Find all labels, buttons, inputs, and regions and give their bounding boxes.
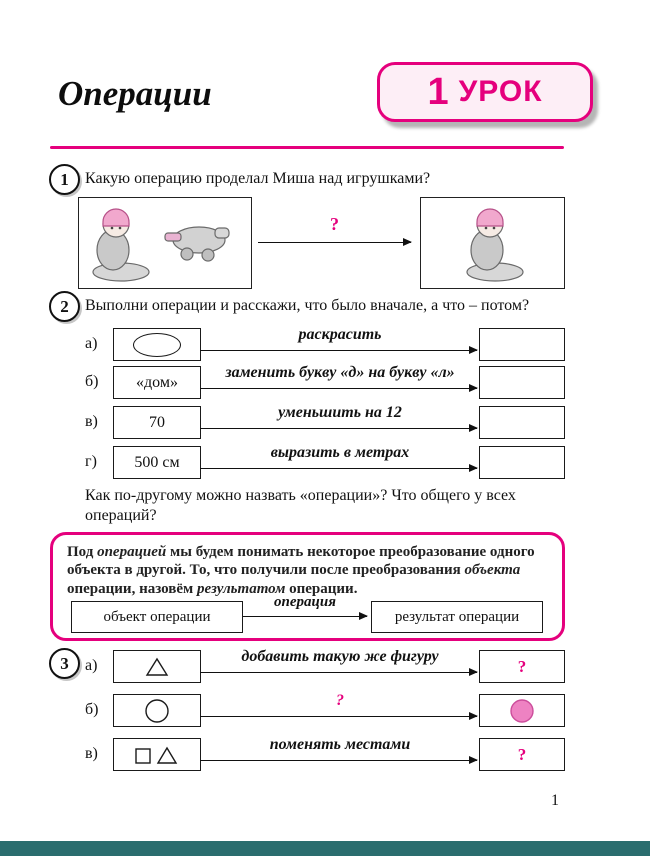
operation-label: ? (336, 692, 344, 709)
source-text: «дом» (136, 373, 178, 391)
lesson-label: УРОК (458, 75, 543, 108)
operation-label: поменять местами (269, 736, 411, 753)
misha-with-toys-illustration (81, 200, 249, 286)
task1-arrow (258, 242, 411, 243)
source-box (113, 694, 201, 727)
operation-arrow (243, 616, 367, 617)
source-text: 500 см (134, 453, 180, 471)
arrow (200, 716, 477, 717)
object-of-operation-box: объект операции (71, 601, 243, 633)
header-divider-line (50, 146, 564, 149)
definition-term: операцией (97, 544, 167, 560)
operation-label: заменить букву «д» на букву «л» (225, 364, 455, 381)
source-box (113, 328, 201, 361)
result-box (479, 694, 565, 727)
task3-row-a (0, 650, 650, 686)
task1-number: 1 (60, 169, 69, 189)
result-box (479, 328, 565, 361)
source-box (113, 650, 201, 683)
result-box (479, 446, 565, 479)
task2-followup: Как по-другому можно назвать «операции»? Что общего у всех операций? (85, 487, 516, 524)
square-and-triangle-shape (134, 745, 180, 765)
circle-shape (144, 698, 170, 724)
row-letter: а) (85, 335, 98, 352)
row-letter: б) (85, 373, 99, 390)
row-letter: б) (85, 701, 99, 718)
row-letter: а) (85, 657, 98, 674)
result-box (479, 650, 565, 683)
result-box (479, 738, 565, 771)
definition-box (50, 532, 565, 641)
source-text: 70 (149, 413, 165, 431)
operation-label: раскрасить (298, 326, 382, 343)
source-box (113, 366, 201, 399)
row-letter: в) (85, 413, 98, 430)
row-letter: в) (85, 745, 98, 762)
result-box (479, 366, 565, 399)
bottom-color-bar (0, 841, 650, 856)
task2-number: 2 (60, 296, 69, 316)
page-number: 1 (551, 792, 559, 809)
task2-row-a (0, 328, 650, 364)
result-question-mark: ? (517, 744, 527, 764)
task1-right-image (420, 197, 565, 289)
page-title: Операции (58, 74, 212, 113)
lesson-badge (377, 62, 593, 122)
definition-text-part: операции, назовём (67, 580, 198, 597)
source-box (113, 446, 201, 479)
result-box (479, 406, 565, 439)
task2-row-v (0, 406, 650, 442)
task2-row-b (0, 366, 650, 402)
task3-number: 3 (60, 653, 69, 673)
task3-row-v (0, 738, 650, 774)
misha-illustration (423, 200, 562, 286)
result-question-mark: ? (517, 656, 527, 676)
definition-text (67, 543, 548, 598)
arrow (200, 350, 477, 351)
source-box (113, 406, 201, 439)
lesson-number: 1 (427, 70, 449, 113)
arrow (200, 672, 477, 673)
definition-text-part: Под (67, 544, 98, 560)
task3-row-b (0, 694, 650, 730)
operation-label: уменьшить на 12 (278, 404, 402, 421)
arrow (200, 388, 477, 389)
task2-row-g (0, 446, 650, 482)
definition-text-part: мы будем понимать некоторое преобразование одного объекта в другой. То, что получили после преобразования (67, 544, 535, 579)
result-of-operation-box: результат операции (371, 601, 543, 633)
filled-circle-shape (509, 698, 535, 724)
row-letter: г) (85, 453, 97, 470)
arrow (200, 760, 477, 761)
task1-question: Какую операцию проделал Миша над игрушками? (85, 170, 431, 187)
triangle-shape (145, 657, 169, 677)
task2-question: Выполни операции и расскажи, что было вначале, а что – потом? (85, 297, 530, 314)
definition-text-part: операции. (285, 580, 358, 597)
task1-left-image (78, 197, 252, 289)
definition-term: объекта (464, 562, 521, 579)
task2-number-circle (49, 291, 80, 322)
operation-label: выразить в метрах (270, 444, 410, 461)
source-box (113, 738, 201, 771)
arrow (200, 468, 477, 469)
operation-label: добавить такую же фигуру (241, 648, 439, 665)
task1-number-circle (49, 164, 80, 195)
definition-term: результатом (197, 580, 286, 597)
oval-shape (133, 333, 181, 357)
task1-arrow-label: ? (330, 214, 339, 234)
operation-arrow-label: операция (274, 594, 336, 610)
arrow (200, 428, 477, 429)
